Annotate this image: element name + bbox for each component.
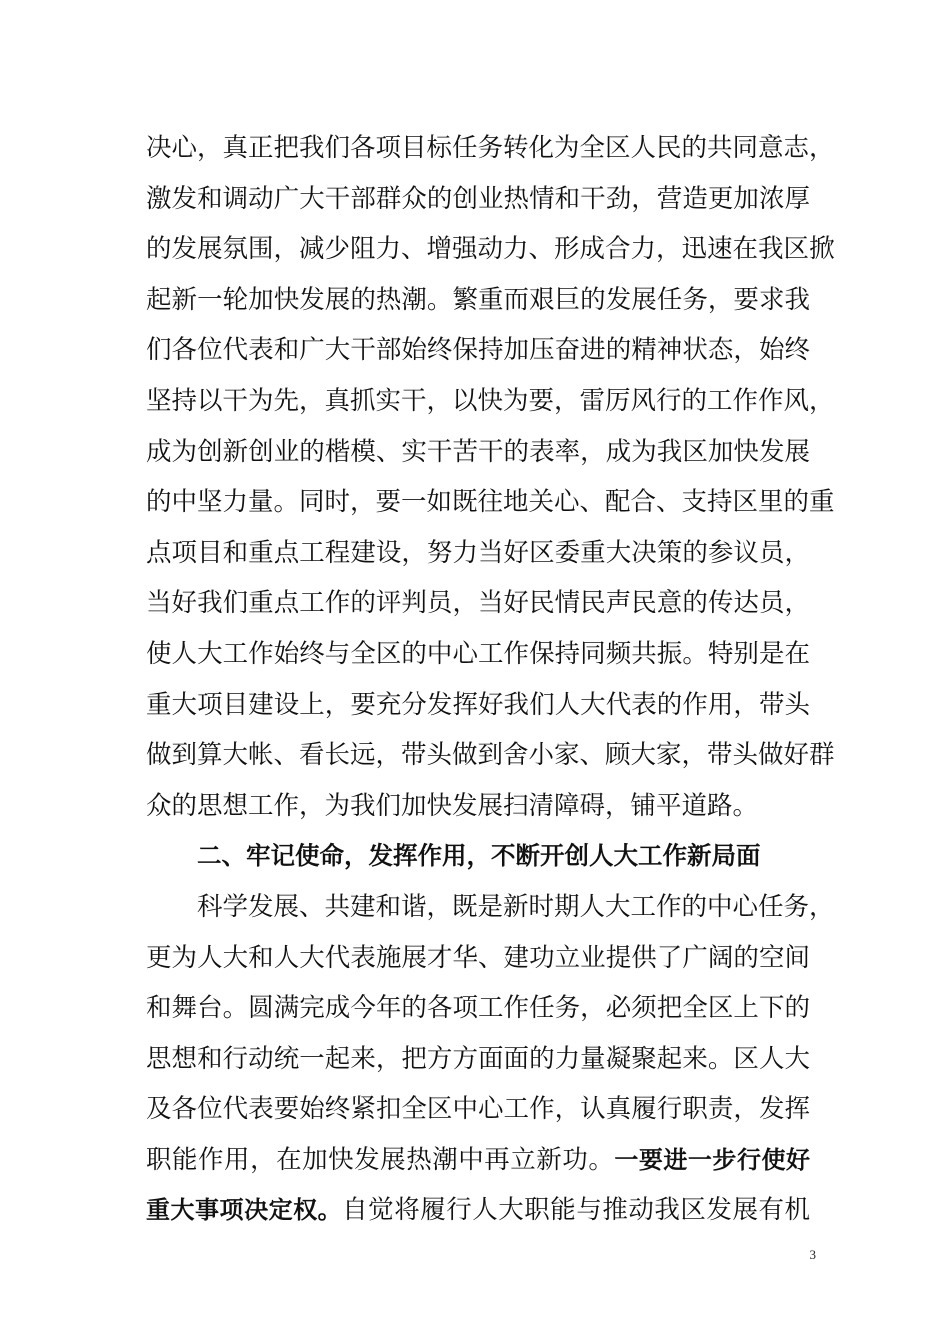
text-line-22-normal: 自觉将履行人大职能与推动我区发展有机 [342,1195,810,1226]
text-line: 重大项目建设上，要充分发挥好我们人大代表的作用，带头 [146,689,810,720]
text-line: 们各位代表和广大干部始终保持加压奋进的精神状态，始终 [146,335,810,366]
text-line: 思想和行动统一起来，把方方面面的力量凝聚起来。区人大 [146,1043,810,1074]
text-line: 决心，真正把我们各项目标任务转化为全区人民的共同意志， [146,133,835,163]
paragraph-1 [146,123,835,831]
text-line: 成为创新创业的楷模、实干苦干的表率，成为我区加快发展 [146,436,810,467]
body-text [146,123,835,1236]
section-heading: 二、牢记使命，发挥作用，不断开创人大工作新局面 [197,841,761,871]
page-number: 3 [809,1247,816,1262]
text-line: 更为人大和人大代表施展才华、建功立业提供了广阔的空间 [146,942,810,973]
text-line: 使人大工作始终与全区的中心工作保持同频共振。特别是在 [146,638,810,669]
text-line: 科学发展、共建和谐，既是新时期人大工作的中心任务， [197,891,835,922]
text-line: 的发展氛围，减少阻力、增强动力、形成合力，迅速在我区掀 [146,234,835,265]
text-line: 的中坚力量。同时，要一如既往地关心、配合、支持区里的重 [146,487,835,518]
text-line-21-bold: 一要进一步行使好 [614,1145,810,1174]
paragraph-2 [146,882,835,1135]
text-line-22-bold: 重大事项决定权。 [146,1196,343,1225]
text-line: 激发和调动广大干部群众的创业热情和干劲，营造更加浓厚 [146,183,810,214]
text-line: 和舞台。圆满完成今年的各项工作任务，必须把全区上下的 [146,993,810,1024]
text-line-21-normal: 职能作用，在加快发展热潮中再立新功。 [146,1144,615,1175]
text-line: 做到算大帐、看长远，带头做到舍小家、顾大家，带头做好群 [146,740,835,771]
text-line: 及各位代表要始终紧扣全区中心工作，认真履行职责，发挥 [146,1094,810,1125]
text-line: 点项目和重点工程建设，努力当好区委重大决策的参议员， [146,537,810,568]
text-line-22 [146,1185,810,1236]
text-line: 坚持以干为先，真抓实干，以快为要，雷厉风行的工作作风， [146,385,835,416]
text-line: 当好我们重点工作的评判员，当好民情民声民意的传达员， [146,588,810,619]
text-line-21 [146,1135,810,1186]
text-line: 众的思想工作，为我们加快发展扫清障碍，铺平道路。 [146,790,759,821]
text-line: 起新一轮加快发展的热潮。繁重而艰巨的发展任务，要求我 [146,284,810,315]
